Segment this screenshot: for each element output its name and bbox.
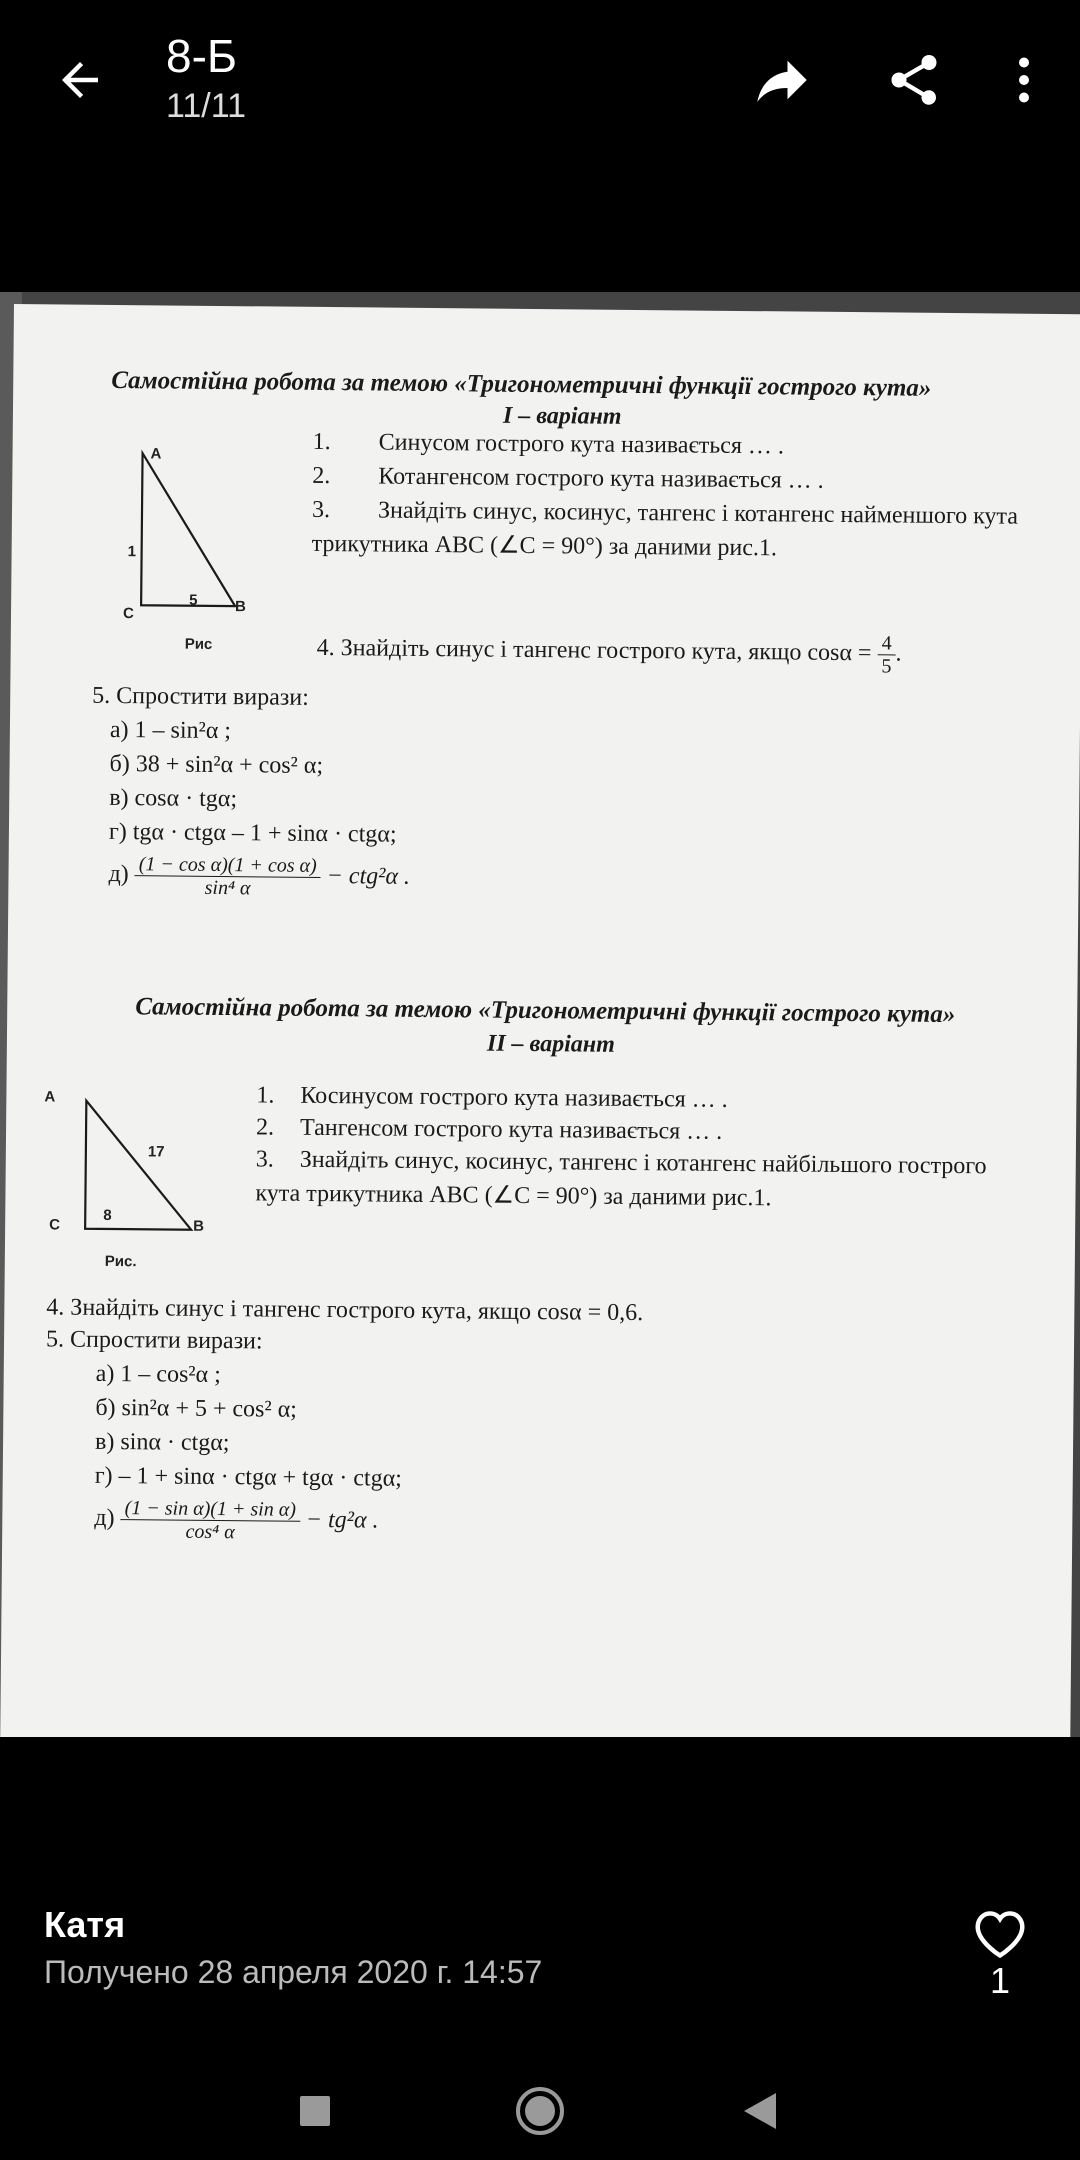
v1-q4: 4. Знайдіть синус і тангенс гострого кута, якщо cosα = $\frac{4}{5}$ .: [316, 632, 902, 678]
v2-q3-cont: кута трикутника ABC (∠C = 90°) за даними рис.1.: [255, 1180, 772, 1212]
v2-item-e: д) $\frac{\text{(1 − sin α)(1 + sin α)}}{\text{cos⁴ α}}$ − tg²α .: [94, 1497, 379, 1544]
recents-button[interactable]: [280, 2076, 350, 2146]
v1-label-b: B: [235, 598, 247, 616]
square-icon: [298, 2094, 332, 2128]
arrow-left-icon: [53, 53, 107, 107]
v1-q3: 3. Знайдіть синус, косинус, тангенс і котангенс найменшого кута: [311, 496, 1019, 530]
v1-item-b: б) 38 + sin²α + cos² α;: [109, 750, 324, 779]
v1-figure-caption: Рис: [184, 635, 213, 653]
v2-q2: 2. Тангенсом гострого кута називається … .: [255, 1114, 723, 1145]
v2-q3: 3. Знайдіть синус, косинус, тангенс і котангенс найбільшого гострого: [255, 1146, 987, 1180]
v2-title: Самостійна робота за темою «Тригонометричні функції гострого кута»: [135, 993, 956, 1029]
forward-button[interactable]: [738, 36, 826, 124]
v2-item-a: а) 1 – cos²α ;: [95, 1360, 221, 1389]
v2-label-side1: 17: [147, 1143, 165, 1161]
like-count: 1: [989, 1960, 1011, 2001]
v1-item-a: а) 1 – sin²α ;: [109, 716, 232, 745]
photo[interactable]: [0, 292, 1080, 1737]
more-options-button[interactable]: [980, 36, 1068, 124]
chat-title: 8-Б: [166, 30, 238, 82]
v1-triangle-figure: [111, 445, 243, 626]
v2-variant: II – варіант: [486, 1030, 615, 1058]
more-vert-icon: [994, 50, 1054, 110]
back-button[interactable]: [40, 40, 120, 120]
v2-item-c: в) sinα · ctgα;: [94, 1428, 230, 1457]
v2-triangle: [85, 1101, 192, 1230]
sender-name: Катя: [44, 1904, 126, 1945]
image-counter: 11/11: [166, 87, 247, 125]
v1-label-side1: 1: [127, 543, 137, 561]
triangle-back-icon: [742, 2091, 778, 2131]
v2-label-side2: 8: [103, 1206, 112, 1224]
v1-variant: I – варіант: [502, 402, 622, 430]
v1-item-e: д) $\frac{\text{(1 − cos α)(1 + cos α)}}{\text{sin⁴ α}}$ − ctg²α .: [108, 853, 411, 900]
share-button[interactable]: [870, 36, 958, 124]
system-nav-bar: [0, 2060, 1080, 2160]
v1-q4-fraction: $\frac{4}{5}$: [877, 632, 895, 677]
v1-label-side2: 5: [189, 591, 198, 609]
v1-triangle: [141, 453, 236, 606]
title-block: [166, 28, 246, 128]
v1-item-e-fraction: $\frac{\text{(1 − cos α)(1 + cos α)}}{\text{sin⁴ α}}$: [135, 853, 321, 900]
v1-label-c: C: [122, 605, 134, 623]
top-bar: [0, 0, 1080, 160]
back-nav-button[interactable]: [725, 2076, 795, 2146]
heart-outline-icon: [970, 1906, 1030, 1958]
v2-item-b: б) sin²α + 5 + cos² α;: [95, 1394, 298, 1423]
like-button[interactable]: [970, 1906, 1030, 1958]
v1-label-a: A: [150, 445, 162, 463]
received-timestamp: Получено 28 апреля 2020 г. 14:57: [44, 1954, 543, 1990]
v1-q3-cont: трикутника ABC (∠C = 90°) за даними рис.1.: [311, 530, 778, 562]
v1-item-c: в) cosα · tgα;: [109, 784, 238, 813]
v1-q5: 5. Спростити вирази:: [92, 682, 309, 711]
share-icon: [884, 50, 944, 110]
worksheet-paper: [0, 304, 1080, 1737]
forward-icon: [749, 47, 815, 113]
v1-q2: 2. Котангенсом гострого кута називається … .: [312, 462, 824, 494]
v2-item-d: г) – 1 + sinα · ctgα + tgα · ctgα;: [94, 1462, 403, 1492]
home-button[interactable]: [505, 2076, 575, 2146]
v2-figure-caption: Рис.: [104, 1252, 137, 1271]
v2-q1: 1. Косинусом гострого кута називається … .: [256, 1082, 728, 1113]
v1-item-d: г) tgα · ctgα – 1 + sinα · ctgα;: [108, 818, 397, 848]
v1-q1: 1. Синусом гострого кута називається … .: [312, 428, 785, 460]
v2-item-e-fraction: $\frac{\text{(1 − sin α)(1 + sin α)}}{\text{cos⁴ α}}$: [120, 1497, 300, 1544]
v2-triangle-figure: [55, 1094, 206, 1245]
v2-q5: 5. Спростити вирази:: [45, 1326, 263, 1355]
v2-label-c: C: [49, 1216, 61, 1234]
v1-title: Самостійна робота за темою «Тригонометричні функції гострого кута»: [111, 366, 932, 402]
v2-q4: 4. Знайдіть синус і тангенс гострого кута, якщо cosα = 0,6.: [46, 1294, 644, 1327]
v2-label-a: A: [44, 1088, 56, 1106]
v2-label-b: B: [193, 1217, 205, 1235]
home-circle-icon: [514, 2085, 566, 2137]
